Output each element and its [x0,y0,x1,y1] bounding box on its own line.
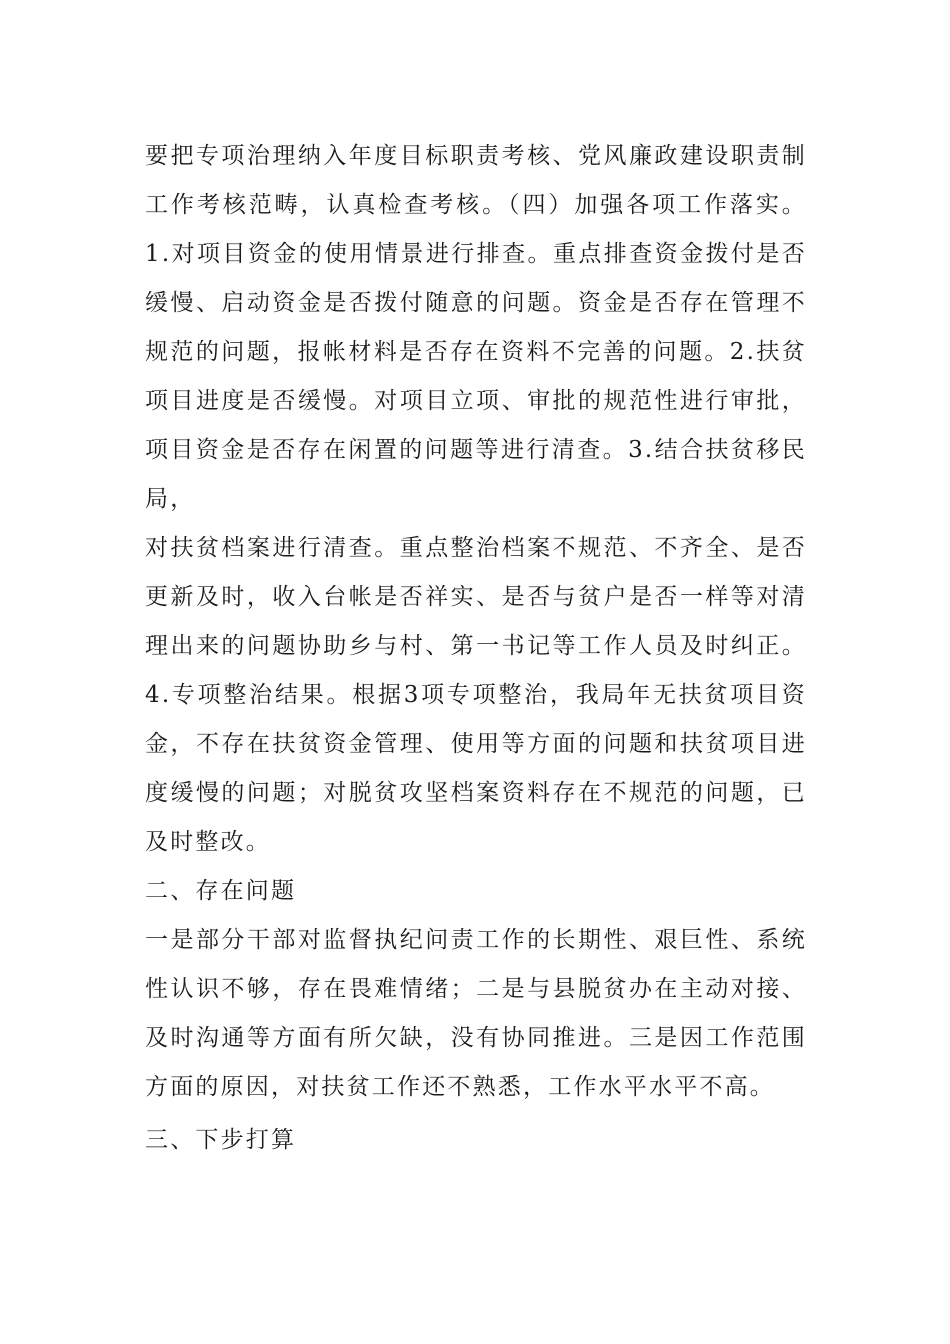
paragraph-existing-problems: 一是部分干部对监督执纪问责工作的长期性、艰巨性、系统性认识不够，存在畏难情绪；二是与县脱贫办在主动对接、及时沟通等方面有所欠缺，没有协同推进。三是因工作范围方面的原因，对扶贫工作还不熟悉，工作水平水平不高。 [145,927,807,1100]
section-heading-existing-problems: 二、存在问题 [145,878,297,904]
paragraph-special-governance: 要把专项治理纳入年度目标职责考核、党风廉政建设职责制工作考核范畴，认真检查考核。（四）加强各项工作落实。1.对项目资金的使用情景进行排查。重点排查资金拨付是否缓慢、启动资金是否拨付随意的问题。资金是否存在管理不规范的问题，报帐材料是否存在资料不完善的问题。2.扶贫项目进度是否缓慢。对项目立项、审批的规范性进行审批，项目资金是否存在闲置的问题等进行清查。3.结合扶贫移民局， [145,143,807,512]
section-heading-next-steps: 三、下步打算 [145,1127,297,1153]
paragraph-archive-review: 对扶贫档案进行清查。重点整治档案不规范、不齐全、是否更新及时，收入台帐是否祥实、是否与贫户是否一样等对清理出来的问题协助乡与村、第一书记等工作人员及时纠正。4.专项整治结果。根据3项专项整治，我局年无扶贫项目资金，不存在扶贫资金管理、使用等方面的问题和扶贫项目进度缓慢的问题；对脱贫攻坚档案资料存在不规范的问题，已及时整改。 [145,535,807,855]
document-body [145,132,807,1165]
